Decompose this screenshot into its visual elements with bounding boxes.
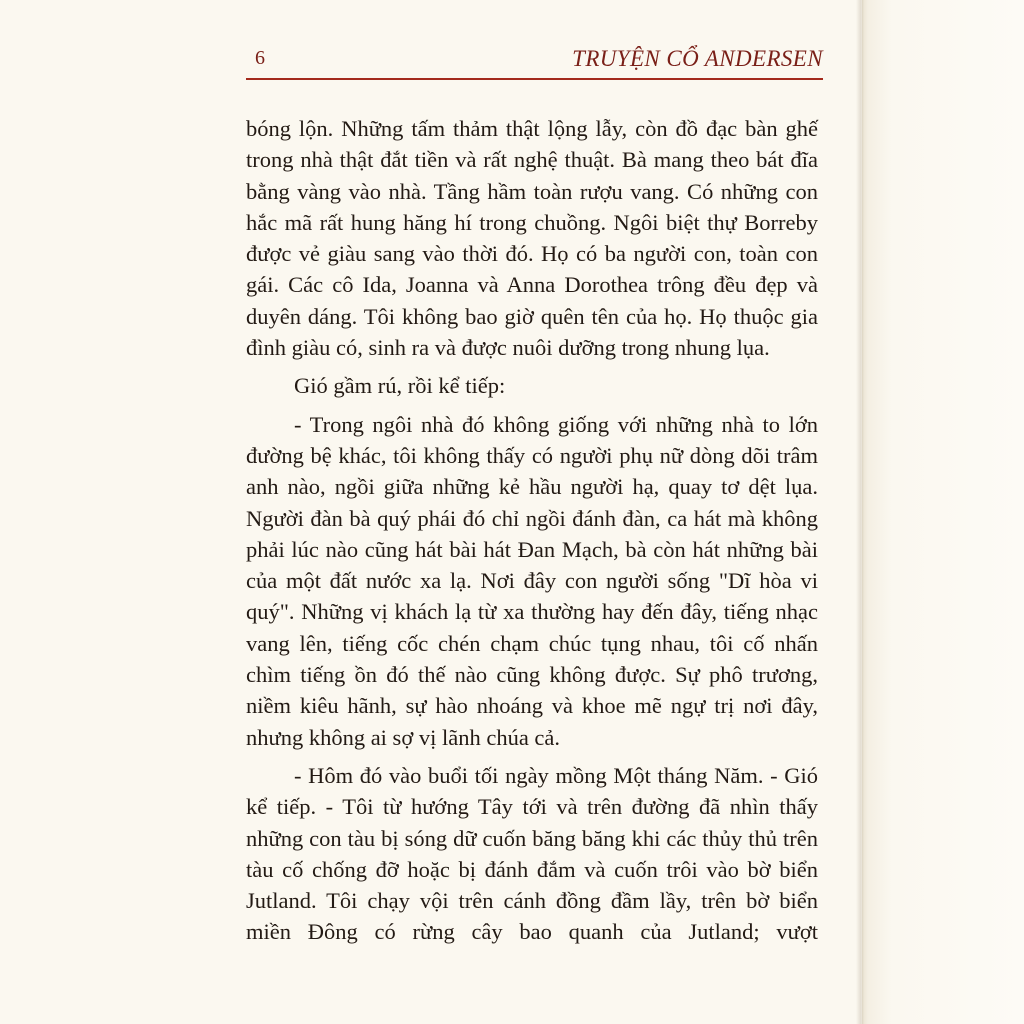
body-text bbox=[246, 113, 818, 955]
page-header bbox=[246, 44, 823, 74]
header-rule bbox=[246, 78, 823, 80]
page-number: 6 bbox=[255, 47, 265, 69]
page-edge-shadow bbox=[856, 0, 864, 1024]
running-title: TRUYỆN CỔ ANDERSEN bbox=[572, 46, 823, 71]
paragraph-4: - Hôm đó vào buổi tối ngày mồng Một tháng Năm. - Gió kể tiếp. - Tôi từ hướng Tây tới và trên đường đã nhìn thấy những con tàu bị sóng dữ cuốn băng băng khi các thủy thủ trên tàu cố chống đỡ hoặc bị đánh đắm và cuốn trôi vào bờ biển Jutland. Tôi chạy vội trên cánh đồng đầm lầy, trên bờ biển miền Đông có rừng cây bao quanh của Jutland; vượt bbox=[246, 762, 818, 945]
paragraph-3: - Trong ngôi nhà đó không giống với những nhà to lớn đường bệ khác, tôi không thấy có người phụ nữ dòng dõi trâm anh nào, ngồi giữa những kẻ hầu người hạ, quay tơ dệt lụa. Người đàn bà quý phái đó chỉ ngồi đánh đàn, ca hát mà không phải lúc nào cũng hát bài hát Đan Mạch, bà còn hát những bài của một đất nước xa lạ. Nơi đây con người sống "Dĩ hòa vi quý". Những vị khách lạ từ xa thường hay đến đây, tiếng nhạc vang lên, tiếng cốc chén chạm chúc tụng nhau, tôi cố nhấn chìm tiếng ồn đó thế nào cũng không được. Sự phô trương, niềm kiêu hãnh, sự hào nhoáng và khoe mẽ ngự trị nơi đây, nhưng không ai sợ vị lãnh chúa cả. bbox=[246, 411, 818, 750]
paragraph-1: bóng lộn. Những tấm thảm thật lộng lẫy, còn đồ đạc bàn ghế trong nhà thật đắt tiền và rất nghệ thuật. Bà mang theo bát đĩa bằng vàng vào nhà. Tầng hầm toàn rượu vang. Có những con hắc mã rất hung hăng hí trong chuồng. Ngôi biệt thự Borreby được vẻ giàu sang vào thời đó. Họ có ba người con, toàn con gái. Các cô Ida, Joanna và Anna Dorothea trông đều đẹp và duyên dáng. Tôi không bao giờ quên tên của họ. Họ thuộc gia đình giàu có, sinh ra và được nuôi dưỡng trong nhung lụa. bbox=[246, 116, 818, 361]
paragraph-2: Gió gầm rú, rồi kể tiếp: bbox=[294, 373, 506, 399]
book-spine bbox=[862, 0, 1024, 1024]
